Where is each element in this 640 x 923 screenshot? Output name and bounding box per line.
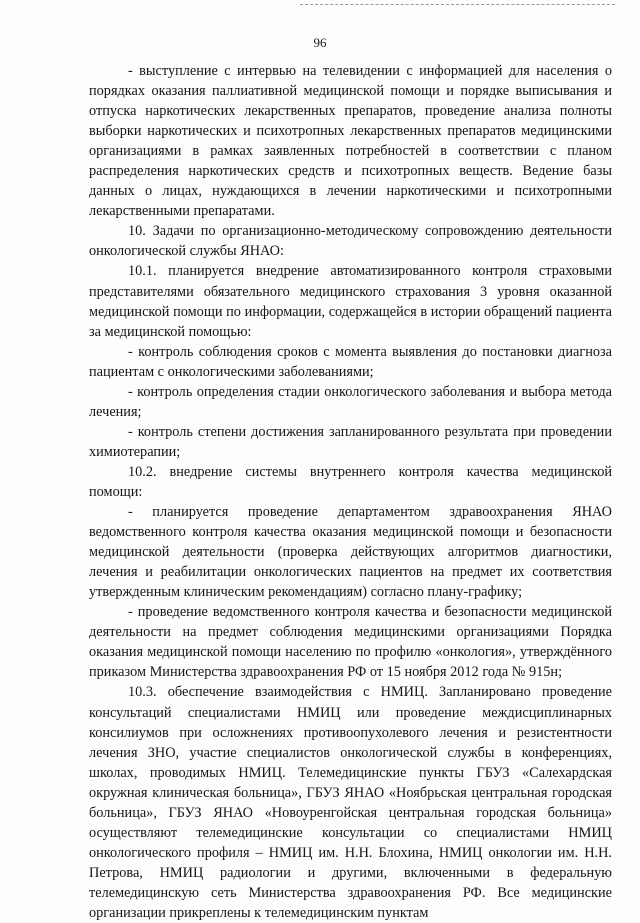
page-number: 96 [313,35,327,50]
scan-top-edge-line [300,4,615,5]
bullet-stage-control: - контроль определения стадии онкологического заболевания и выбора метода лечения; [89,383,612,420]
paragraph-task-10-2: 10.2. внедрение системы внутреннего контроля качества медицинской помощи: [89,463,612,500]
paragraph-task-10-3: 10.3. обеспечение взаимодействия с НМИЦ. Запланировано проведение консультаций специалистами НМИЦ или проведение междисциплинарных консилиумов при осложнениях противоопухолевого лечения и резистентности лечения ЗНО, участие специалистов онкологической службы в конференциях, школах, проводимых НМИЦ. Телемедицинские пункты ГБУЗ «Салехардская окружная клиническая больница», ГБУЗ ЯНАО «Ноябрьская центральная городская больница», ГБУЗ ЯНАО «Новоуренгойская центральная городская больница» осуществляют телемедицинские консультации со специалистами НМИЦ онкологического профиля – НМИЦ им. Н.Н. Блохина, НМИЦ онкологии им. Н.Н. Петрова, НМИЦ радиологии и другими, включенными в федеральную телемедицинскую сеть Министерства здравоохранения РФ. Все медицинские организации прикреплены к телемедицинским пунктам [89,684,612,921]
bullet-departmental-control: - планируется проведение департаментом здравоохранения ЯНАО ведомственного контроля качества оказания медицинской помощи и безопасности медицинской деятельности (проверка действующих алгоритмов диагностики, лечения и реабилитации онкологических пациентов на предмет их соответствия утвержденным клиническим рекомендациям) согласно плану-графику; [89,504,612,601]
paragraph-task-10: 10. Задачи по организационно-методическому сопровождению деятельности онкологической службы ЯНАО: [89,223,612,260]
bullet-chemotherapy-control: - контроль степени достижения запланированного результата при проведении химиотерапии; [89,423,612,460]
paragraph-task-10-1: 10.1. планируется внедрение автоматизированного контроля страховыми представителями обязательного медицинского страхования 3 уровня оказанной медицинской помощи по информации, содержащейся в истории обращений пациента за медицинской помощью: [89,263,612,340]
bullet-procedure-compliance: - проведение ведомственного контроля качества и безопасности медицинской деятельности на предмет соблюдения медицинскими организациями Порядка оказания медицинской помощи населению по профилю «онкология», утверждённого приказом Министерства здравоохранения РФ от 15 ноября 2012 года № 915н; [89,604,612,681]
paragraph-interview-bullet: - выступление с интервью на телевидении с информацией для населения о порядках оказания паллиативной медицинской помощи и порядке выписывания и отпуска наркотических лекарственных препаратов, проведение анализа полноты выборки наркотических и психотропных лекарственных препаратов медицинскими организациями в рамках заявленных потребностей в соответствии с планом распределения наркотических средств и психотропных веществ. Ведение базы данных о лицах, нуждающихся в лечении наркотическими и психотропными лекарственными препаратами. [89,63,612,220]
document-body [89,61,612,923]
bullet-deadline-control: - контроль соблюдения сроков с момента выявления до постановки диагноза пациентам с онкологическими заболеваниями; [89,343,612,380]
